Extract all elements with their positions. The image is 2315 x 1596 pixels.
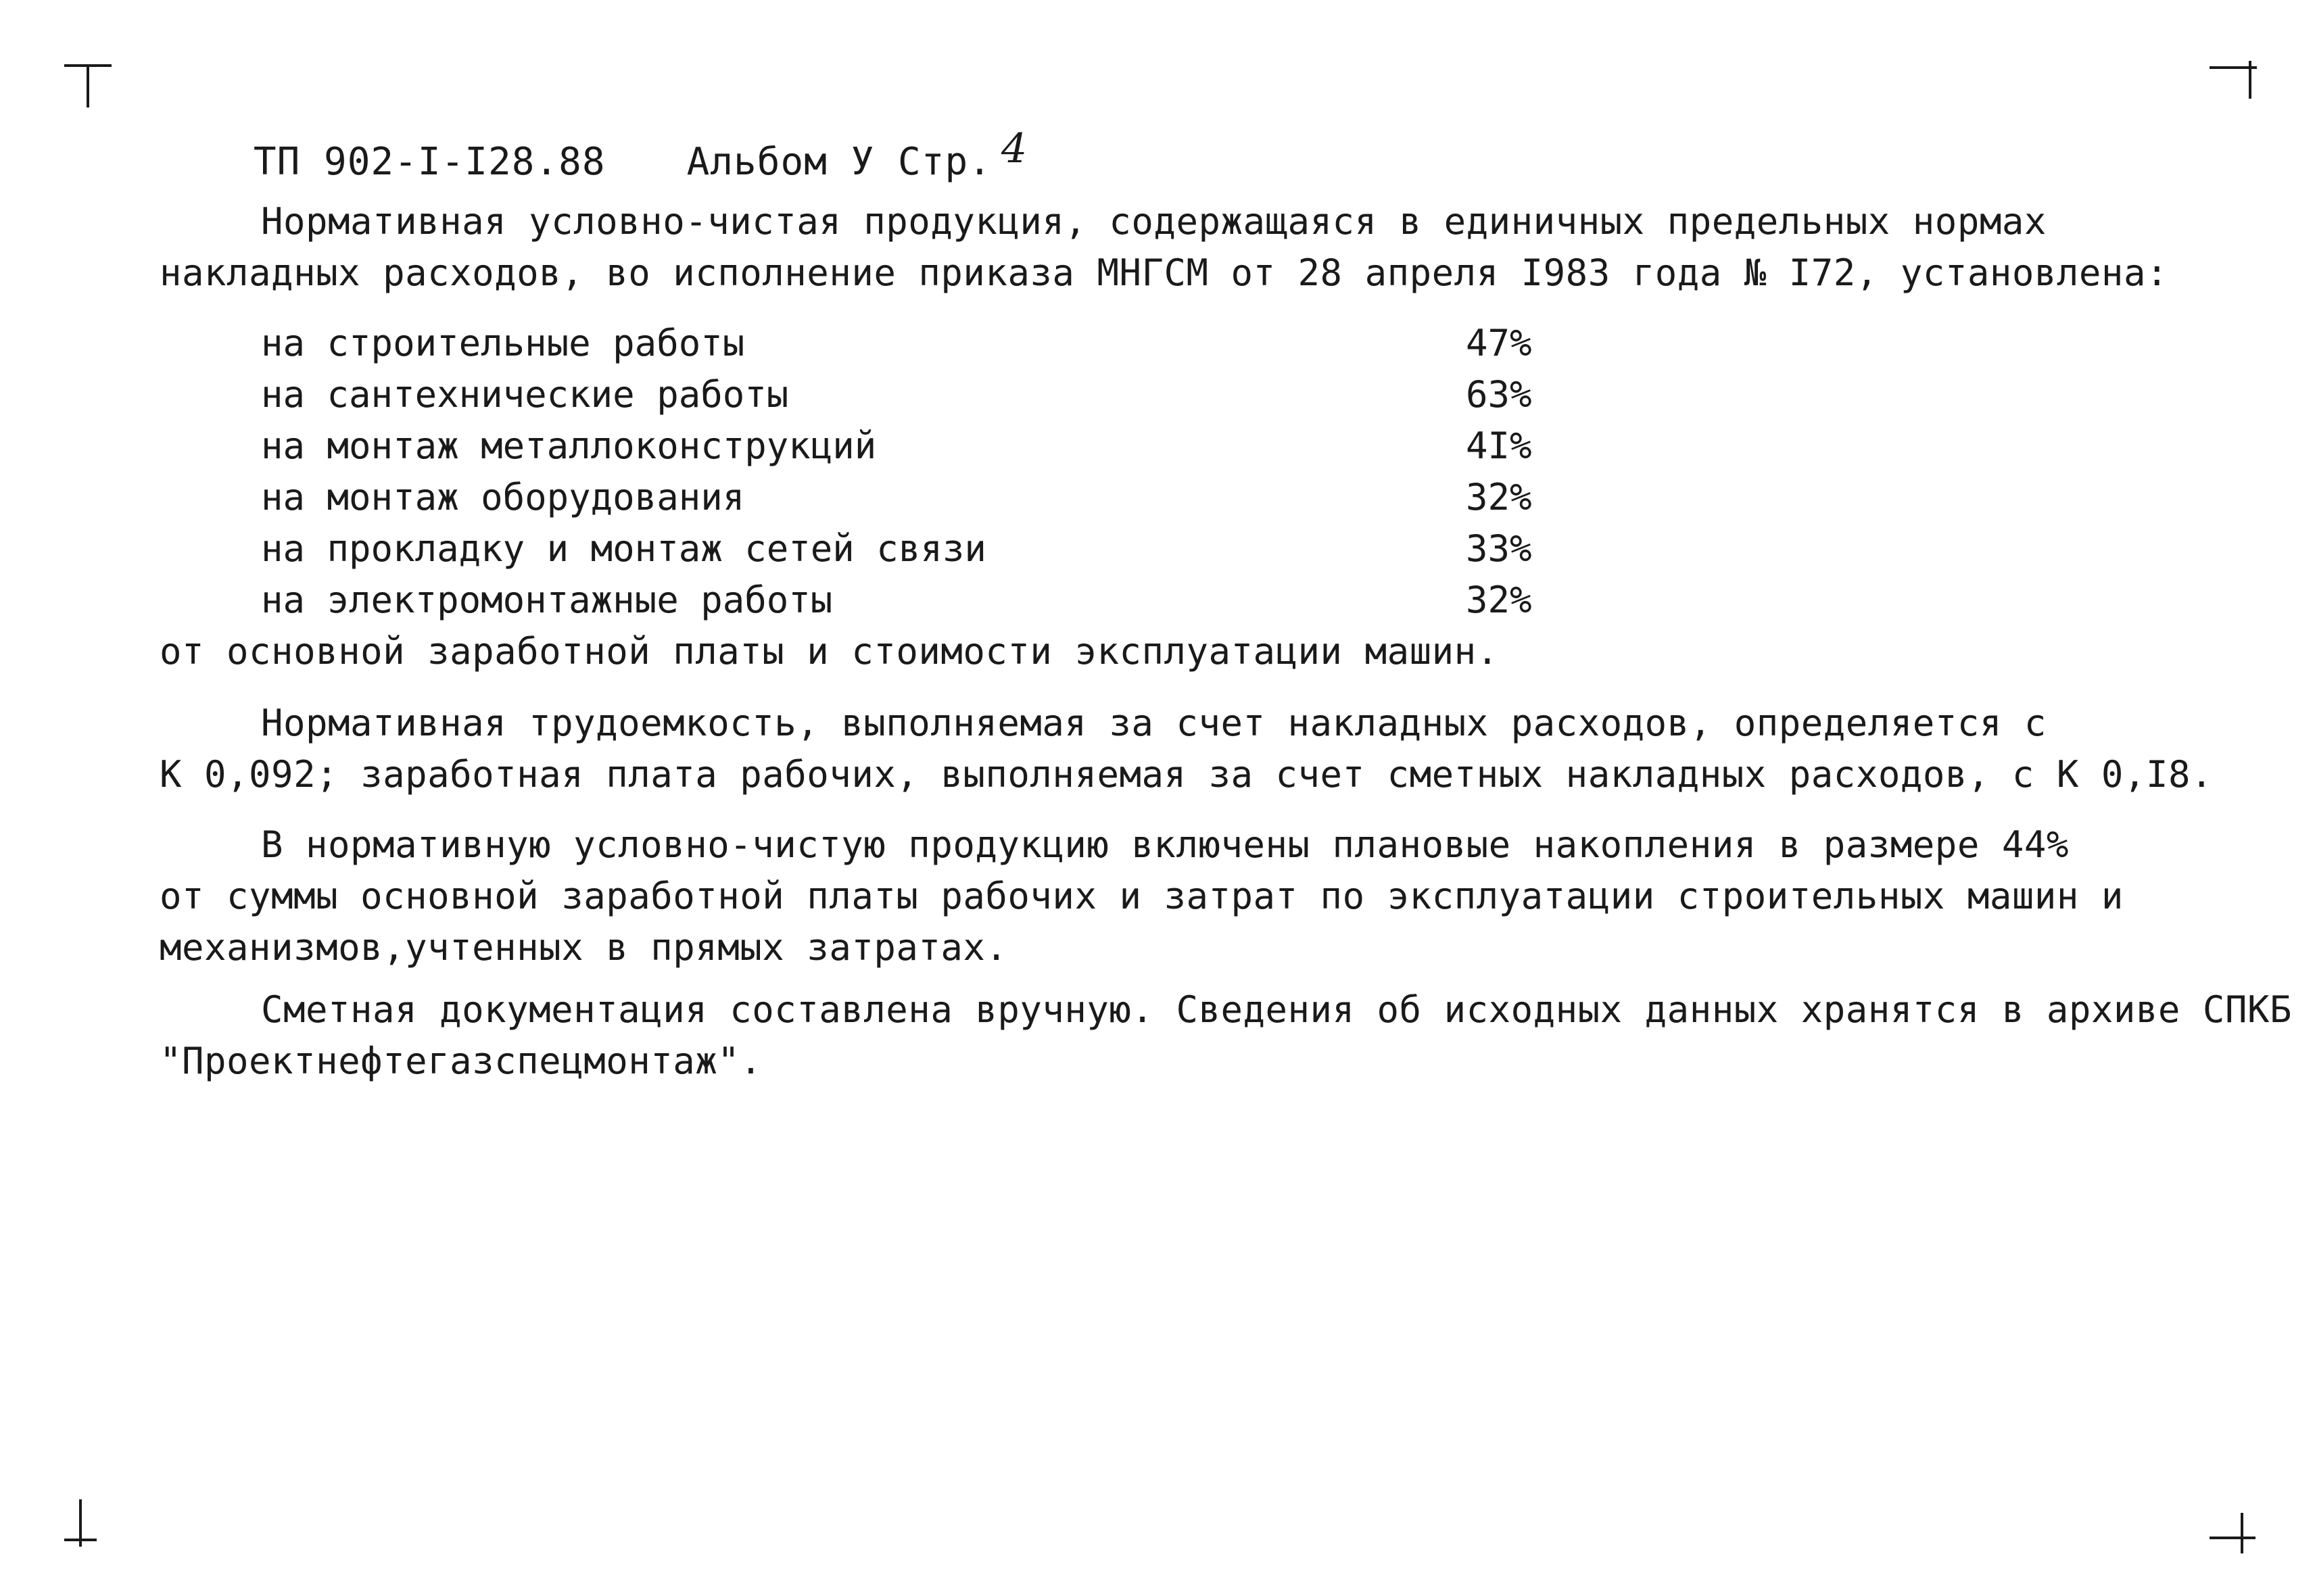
rate-label: на электромонтажные работы xyxy=(261,579,833,621)
crop-mark-top-right xyxy=(2210,61,2257,108)
rate-label: на монтаж оборудования xyxy=(261,476,745,518)
rate-value: 32% xyxy=(1466,476,1532,518)
crop-mark-top-left xyxy=(64,64,112,112)
rate-label: на сантехнические работы xyxy=(261,373,789,416)
crop-mark-bottom-left xyxy=(64,1499,112,1547)
paragraph-line: механизмов,учтенных в прямых затратах. xyxy=(160,926,1008,969)
paragraph-planned-savings xyxy=(160,819,2188,973)
rate-label: на монтаж металлоконструкций xyxy=(261,425,877,467)
paragraph-line: Сметная документация составлена вручную. Сведения об исходных данных хранятся в архиве СПКБ xyxy=(261,988,2292,1031)
paragraph-line: В нормативную условно-чистую продукцию включены плановые накопления в размере 44% xyxy=(261,823,2069,866)
crop-mark-bottom-right xyxy=(2210,1513,2257,1560)
list-item xyxy=(261,575,1613,626)
page-number: 4 xyxy=(1001,125,1028,172)
list-item xyxy=(261,318,1613,369)
paragraph-line: "Проектнефтегазспецмонтаж". xyxy=(160,1040,763,1082)
paragraph-documentation xyxy=(160,984,2292,1087)
rate-label: на строительные работы xyxy=(261,322,745,364)
paragraph-line: от основной заработной платы и стоимости эксплуатации машин. xyxy=(160,630,1499,673)
list-item xyxy=(261,420,1613,472)
list-item xyxy=(261,369,1613,420)
document-code: ТП 902-I-I28.88 xyxy=(253,140,606,184)
paragraph-line: Нормативная условно-чистая продукция, содержащаяся в единичных предельных нормах xyxy=(261,200,2047,243)
list-item xyxy=(261,523,1613,575)
rate-value: 33% xyxy=(1466,527,1532,570)
list-item xyxy=(261,472,1613,523)
rate-value: 32% xyxy=(1466,579,1532,621)
paragraph-line: от суммы основной заработной платы рабочих и затрат по эксплуатации строительных машин и xyxy=(160,875,2124,917)
rate-label: на прокладку и монтаж сетей связи xyxy=(261,527,986,570)
rate-value: 4I% xyxy=(1466,425,1532,467)
rate-value: 63% xyxy=(1466,373,1532,416)
paragraph-line: Нормативная трудоемкость, выполняемая за счет накладных расходов, определяется с xyxy=(261,702,2047,744)
rate-value: 47% xyxy=(1466,322,1532,364)
paragraph-labor-intensity xyxy=(160,698,2213,800)
rates-list xyxy=(261,318,1613,626)
paragraph-normative-product xyxy=(160,196,2188,299)
album-label: Альбом У Стр. xyxy=(686,140,992,184)
paragraph-line: К 0,092; заработная плата рабочих, выполняемая за счет сметных накладных расходов, с К 0,I8. xyxy=(160,753,2213,796)
paragraph-line: накладных расходов, во исполнение приказа МНГСМ от 28 апреля I983 года № I72, установлена: xyxy=(160,251,2168,294)
